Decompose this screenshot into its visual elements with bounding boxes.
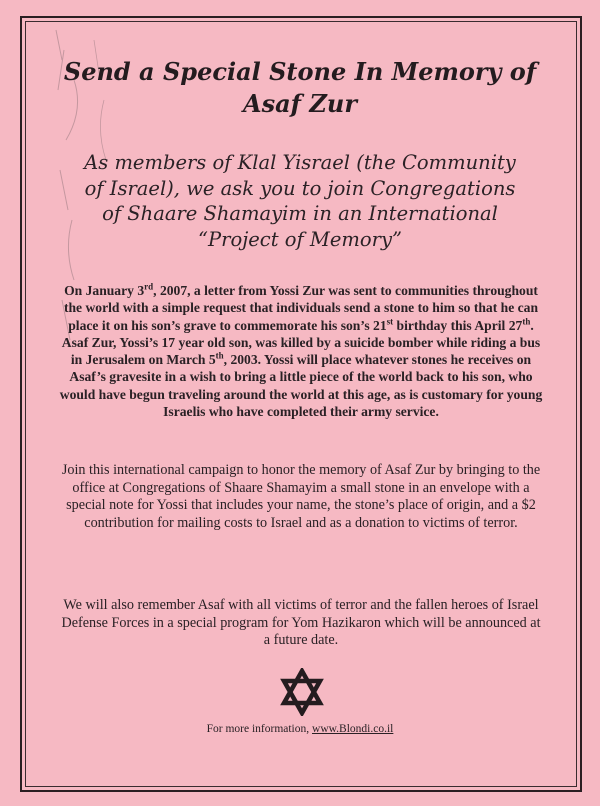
website-link[interactable]: www.Blondi.co.il [312, 723, 394, 735]
story-text-a: On January 3 [64, 283, 145, 298]
title-line-2: Asaf Zur [243, 89, 357, 118]
campaign-paragraph: Join this international campaign to honor the memory of Asaf Zur by bringing to the office at Congregations of Shaare Shamayim a small stone in an envelope with a special note for Yossi that includes your name, the stone’s place of origin, and a $2 contribution for mailing costs to Israel and as a donation to victims of terror. [61, 462, 541, 531]
story-sup-c: th [522, 316, 531, 327]
page-title [40, 56, 560, 120]
story-text-e: , 2003. Yossi will place whatever stones he receives on Asaf’s gravesite in a wish to bring a little piece of the world back to his son, who would have begun traveling around the world at this age, as is customary for young Israelis who have completed their army service. [59, 352, 543, 420]
subtitle-line-2: of Israel), we ask you to join Congregations [84, 176, 516, 200]
story-text-d: . Asaf Zur, Yossi’s 17 year old son, was killed by a suicide bomber while riding a bus in Jerusalem on March 5 [61, 317, 541, 368]
story-paragraph [58, 282, 544, 420]
story-text-b: , 2007, a letter from Yossi Zur was sent to communities throughout the world with a simple request that individuals send a stone to him so that he can place it on his son’s grave to commemorate his son’s 21 [63, 283, 539, 333]
story-sup-a: rd [144, 281, 154, 292]
page-subtitle [60, 150, 540, 252]
story-sup-d: th [215, 350, 224, 361]
remembrance-paragraph: We will also remember Asaf with all victims of terror and the fallen heroes of Israel Defense Forces in a special program for Yom Hazikaron which will be announced at a future date. [61, 597, 541, 649]
story-text-c: birthday this April 27 [393, 317, 523, 333]
subtitle-line-3: of Shaare Shamayim in an International [102, 202, 498, 225]
story-sup-b: st [386, 316, 394, 327]
footer-info [100, 722, 500, 736]
footer-label: For more information, [206, 723, 313, 735]
title-line-1: Send a Special Stone In Memory of [63, 57, 537, 86]
subtitle-line-4: “Project of Memory” [198, 227, 402, 251]
subtitle-line-1: As members of Klal Yisrael (the Community [84, 151, 516, 174]
star-of-david-icon [278, 668, 326, 716]
